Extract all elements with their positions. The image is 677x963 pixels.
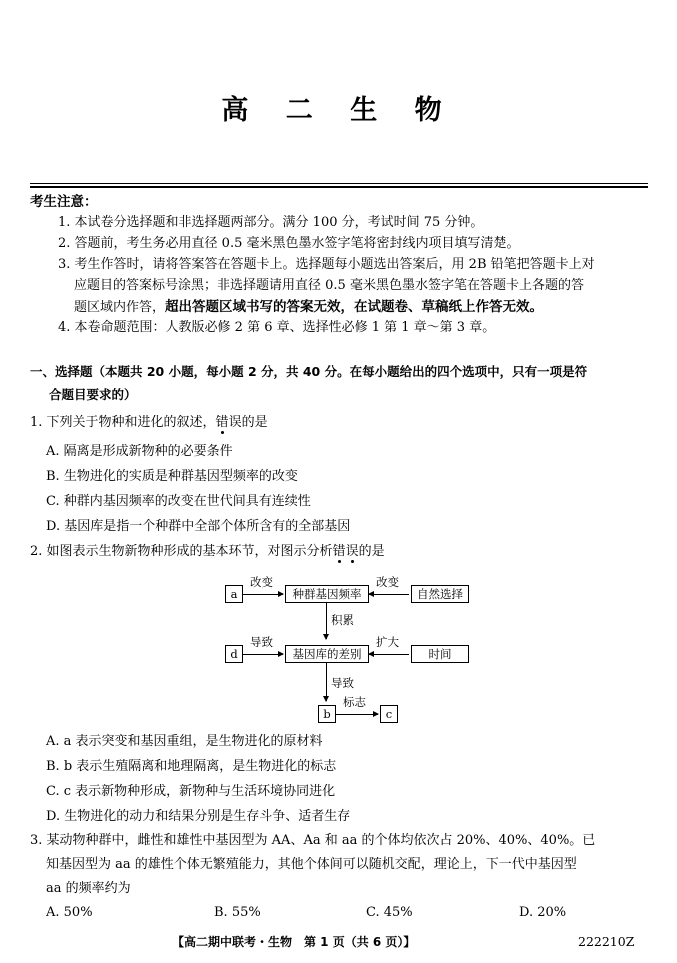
label-lead-2: 导致	[331, 676, 354, 690]
q3-stem-line-3: aa 的频率约为	[46, 881, 131, 896]
q1-stem	[30, 414, 268, 432]
notice-item-4: 4. 本卷命题范围：人教版必修 2 第 6 章、选择性必修 1 第 1 章～第 3 章。	[58, 320, 496, 335]
q1-stem-end: 的是	[241, 415, 268, 430]
q2-stem	[30, 543, 385, 561]
arrow-a-to-freq	[243, 594, 283, 595]
label-change-2: 改变	[376, 575, 399, 589]
arrow-b-to-c	[336, 714, 378, 715]
arrow-time-to-genepool	[369, 654, 409, 655]
q2-emphasis-char-1: 错	[332, 544, 346, 559]
q1-emphasis-char-1: 错	[215, 415, 229, 430]
section-heading-line-1: 一、选择题（本题共 20 小题，每小题 2 分，共 40 分。在每小题给出的四个选项中，只有一项是符	[30, 364, 588, 379]
label-expand: 扩大	[376, 635, 399, 649]
box-gene-pool-difference: 基因库的差别	[285, 645, 369, 663]
label-accumulate: 积累	[331, 613, 354, 627]
page-footer: 【高二期中联考・生物 第 1 页（共 6 页）】	[172, 935, 416, 949]
box-a: a	[225, 585, 243, 603]
arrow-d-to-genepool	[243, 654, 283, 655]
box-gene-frequency: 种群基因频率	[285, 585, 369, 603]
q1-option-a: A. 隔离是形成新物种的必要条件	[46, 444, 233, 459]
header-rule-thin	[30, 183, 648, 184]
notice-item-3-line-3	[74, 298, 543, 317]
label-lead-1: 导致	[250, 635, 273, 649]
q2-option-d: D. 生物进化的动力和结果分别是生存斗争、适者生存	[46, 809, 351, 824]
q1-emphasis-char-2: 误	[228, 415, 242, 430]
q1-stem-text: 1. 下列关于物种和进化的叙述，	[30, 415, 216, 430]
q2-option-c: C. c 表示新物种形成，新物种与生活环境协同进化	[46, 784, 336, 799]
section-heading-line-2: 合题目要求的）	[49, 387, 137, 402]
box-c: c	[380, 705, 398, 723]
notice-item-1: 1. 本试卷分选择题和非选择题两部分。满分 100 分，考试时间 75 分钟。	[58, 215, 484, 230]
exam-code: 222210Z	[578, 934, 635, 949]
q3-stem-line-2: 知基因型为 aa 的雄性个体无繁殖能力，其他个体间可以随机交配，理论上，下一代中基因型	[46, 857, 577, 872]
label-change-1: 改变	[250, 575, 273, 589]
speciation-diagram	[225, 575, 475, 725]
q1-option-d: D. 基因库是指一个种群中全部个体所含有的全部基因	[46, 519, 351, 534]
q3-option-b: B. 55%	[214, 905, 261, 920]
q2-emphasis-char-2: 误	[345, 544, 359, 559]
q3-option-c: C. 45%	[366, 905, 413, 920]
arrow-genepool-to-b	[326, 663, 327, 701]
q1-option-b: B. 生物进化的实质是种群基因型频率的改变	[46, 469, 298, 484]
notice-item-3-line-2: 应题目的答案标号涂黑；非选择题请用直径 0.5 毫米黑色墨水签字笔在答题卡上各题的答	[74, 278, 584, 293]
page-title: 高 二 生 物	[221, 95, 456, 126]
box-d: d	[225, 645, 243, 663]
notice-heading: 考生注意：	[30, 194, 98, 210]
notice-item-3-text: 题区域内作答，	[74, 300, 166, 315]
box-b: b	[318, 705, 336, 723]
q1-option-c: C. 种群内基因频率的改变在世代间具有连续性	[46, 494, 311, 509]
q3-option-d: D. 20%	[519, 905, 567, 920]
q2-option-a: A. a 表示突变和基因重组，是生物进化的原材料	[46, 734, 323, 749]
box-natural-selection: 自然选择	[411, 585, 469, 603]
q3-option-a: A. 50%	[46, 905, 93, 920]
arrow-freq-to-genepool	[326, 603, 327, 639]
notice-item-3-line-1: 3. 考生作答时，请将答案答在答题卡上。选择题每小题选出答案后，用 2B 铅笔把答题卡上对	[58, 257, 595, 272]
notice-emphasis: 超出答题区域书写的答案无效，在试题卷、草稿纸上作答无效。	[165, 299, 544, 315]
q2-stem-text: 2. 如图表示生物新物种形成的基本环节，对图示分析	[30, 544, 333, 559]
q2-option-b: B. b 表示生殖隔离和地理隔离，是生物进化的标志	[46, 759, 337, 774]
notice-item-2: 2. 答题前，考生务必用直径 0.5 毫米黑色墨水签字笔将密封线内项目填写清楚。	[58, 236, 520, 251]
label-mark: 标志	[343, 695, 366, 709]
q3-stem-line-1: 3. 某动物种群中，雌性和雄性中基因型为 AA、Aa 和 aa 的个体均依次占 20%、40%、40%。已	[30, 833, 596, 848]
box-time: 时间	[411, 645, 469, 663]
q2-stem-end: 的是	[358, 544, 385, 559]
arrow-selection-to-freq	[369, 594, 409, 595]
header-rule-thick	[30, 186, 648, 188]
